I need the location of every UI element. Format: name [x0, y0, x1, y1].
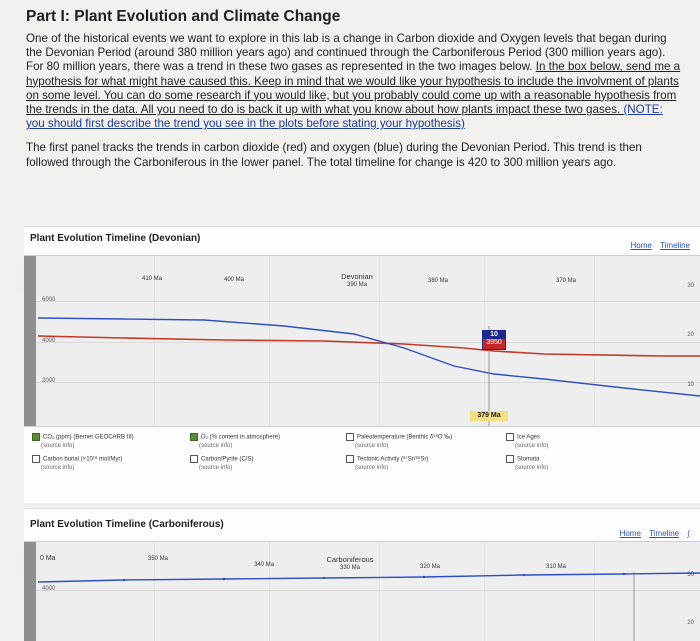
- legend-paleotemperature[interactable]: Paleotemperature (Benthic δ¹⁸O ‰) (source info): [346, 433, 452, 450]
- devonian-panel: [18, 226, 700, 503]
- carboniferous-curves: [24, 542, 700, 641]
- hypothesis-prompt: In the box below, send me a hypothesis for what might have caused this. Keep in mind that we would like your hypothesis to include the involvment of plants on some level. You can do some research if you would like, but you probably could come up with a reasonable hypothesis from the trends in the data. All you need to do is back it up with what you know about how plants impact these two gases.: [26, 60, 681, 117]
- timeline-axis-bar: Timeline: [24, 256, 36, 426]
- rtick-20: 20: [687, 332, 694, 338]
- era-label-2: Carboniferous 330 Ma: [326, 555, 374, 571]
- timeline-link-2[interactable]: Timeline: [649, 529, 680, 538]
- devonian-nav: [624, 241, 690, 250]
- rtick-30-2: 30: [687, 572, 694, 578]
- home-link[interactable]: Home: [630, 241, 652, 250]
- carboniferous-panel: [18, 508, 700, 640]
- ytick-2000: 2000: [42, 378, 56, 384]
- legend-ice-ages[interactable]: Ice Ages (source info): [506, 433, 548, 450]
- o2-curve-2: [38, 573, 700, 582]
- value-marker: 10 3950: [482, 330, 506, 350]
- assignment-text: [24, 8, 684, 180]
- legend-o2[interactable]: O₂ (% content in atmosphere) (source info): [190, 433, 280, 450]
- devonian-curves: [24, 256, 700, 426]
- tick-310: 310 Ma: [546, 564, 567, 570]
- ytick-6000: 6000: [42, 297, 56, 303]
- tick-350: 350 Ma: [148, 556, 169, 562]
- legend-stomata[interactable]: Stomata (source info): [506, 455, 548, 472]
- carboniferous-nav: [614, 529, 690, 538]
- rtick-10: 10: [687, 382, 694, 388]
- home-link-2[interactable]: Home: [619, 529, 641, 538]
- carbon-pyrite-checkbox[interactable]: [190, 455, 198, 463]
- ytick-4000: 4000: [42, 338, 56, 344]
- ytick-4000-2: 4000: [42, 586, 56, 592]
- co2-curve: [38, 336, 700, 356]
- rtick-20-2: 20: [687, 620, 694, 626]
- tick-380: 380 Ma: [428, 278, 449, 284]
- truncated-link[interactable]: (: [687, 529, 690, 538]
- o2-checkbox[interactable]: [190, 433, 198, 441]
- timeline-axis-bar-2: Timeline: [24, 542, 36, 641]
- carbon-burial-checkbox[interactable]: [32, 455, 40, 463]
- tick-320: 320 Ma: [420, 564, 441, 570]
- legend-carbon-burial[interactable]: Carbon burial (×10¹⁸ mol/Myr) (source info): [32, 455, 122, 472]
- o2-curve: [38, 318, 700, 396]
- stomata-checkbox[interactable]: [506, 455, 514, 463]
- tick-0: 0 Ma: [40, 555, 56, 562]
- tick-370: 370 Ma: [556, 278, 577, 284]
- paleotemperature-checkbox[interactable]: [346, 433, 354, 441]
- devonian-panel-title: Plant Evolution Timeline (Devonian): [30, 233, 201, 244]
- carboniferous-panel-title: Plant Evolution Timeline (Carboniferous): [30, 519, 224, 530]
- legend-tectonic[interactable]: Tectonic Activity (⁸⁷Sr/⁸⁶Sr) (source info): [346, 455, 428, 472]
- instructions-text: One of the historical events we want to explore in this lab is a change in Carbon dioxide and Oxygen levels that began during the Devonian Period (around 380 million years ago) and continued through the Carboniferous Period (300 million years ago). For 80 million years, there was a trend in these two gases as represented in the two images below.: [26, 32, 667, 74]
- carboniferous-plot: [18, 541, 700, 641]
- tectonic-checkbox[interactable]: [346, 455, 354, 463]
- panel-description: The first panel tracks the trends in carbon dioxide (red) and oxygen (blue) during the Devonian Period. This trend is then followed through the Carboniferous in the lower panel. The total timeline for change is 420 to 300 million years ago.: [26, 141, 642, 169]
- era-label: Devonian 390 Ma: [341, 272, 373, 288]
- tick-410: 410 Ma: [142, 276, 163, 282]
- timeline-link[interactable]: Timeline: [660, 241, 690, 250]
- instructions-paragraph: [26, 32, 684, 131]
- legend-co2[interactable]: CO₂ (ppm) (Berner GEOCARB III) (source info): [32, 433, 134, 450]
- tick-400: 400 Ma: [224, 277, 245, 283]
- ice-ages-checkbox[interactable]: [506, 433, 514, 441]
- note-link[interactable]: (NOTE: you should first describe the trend you see in the plots before stating your hypothesis): [26, 103, 663, 131]
- rtick-30: 30: [687, 283, 694, 289]
- legend-carbon-pyrite[interactable]: Carbon/Pyrite (C/S) (source info): [190, 455, 253, 472]
- tick-340: 340 Ma: [254, 562, 275, 568]
- co2-checkbox[interactable]: [32, 433, 40, 441]
- page-title: Part I: Plant Evolution and Climate Change: [26, 8, 341, 25]
- devonian-plot: [18, 255, 700, 427]
- current-age-box[interactable]: 379 Ma: [470, 411, 508, 421]
